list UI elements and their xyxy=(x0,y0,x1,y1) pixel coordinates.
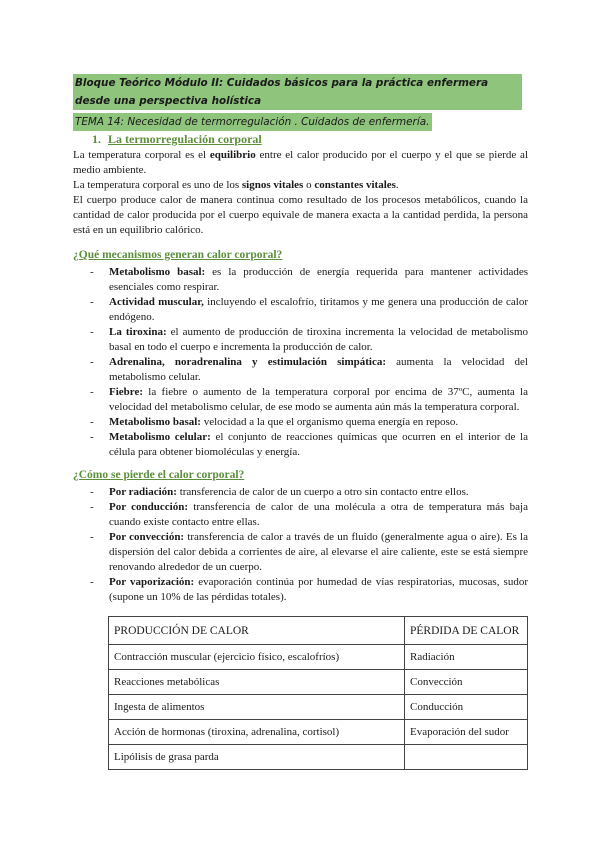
table-row xyxy=(109,720,528,745)
list-item-text: aumenta la velocidad del metabolismo celular. xyxy=(109,356,528,383)
paragraph-equilibrium: La temperatura corporal es el equilibrio entre el calor producido por el cuerpo y el que se pierde al medio ambiente. xyxy=(73,149,528,176)
list-item xyxy=(88,295,528,325)
list-item-term: Metabolismo basal: xyxy=(109,266,206,278)
heading-heat-generation: ¿Qué mecanismos generan calor corporal? xyxy=(73,249,283,261)
table-row xyxy=(109,745,528,770)
table-cell xyxy=(405,745,528,770)
heading-heat-loss: ¿Cómo se pierde el calor corporal? xyxy=(73,469,245,481)
list-item-term: La tiroxina: xyxy=(109,326,167,338)
table-cell: Evaporación del sudor xyxy=(405,720,528,745)
list-item-term: Actividad muscular, xyxy=(109,296,204,308)
block-title: Bloque Teórico Módulo II: Cuidados básicos para la práctica enfermera desde una perspectiva holística xyxy=(73,74,522,110)
section-heading xyxy=(92,132,262,147)
table-cell: Contracción muscular (ejercicio físico, escalofríos) xyxy=(109,645,405,670)
topic-title: TEMA 14: Necesidad de termorregulación . Cuidados de enfermería. xyxy=(73,113,432,131)
table-row xyxy=(109,645,528,670)
table-header-row xyxy=(109,617,528,645)
table-row xyxy=(109,695,528,720)
list-item-text: la fiebre o aumento de la temperatura corporal por encima de 37ºC, aumenta la velocidad del metabolismo celular, de ese modo se aumenta aún más la temperatura corporal. xyxy=(109,386,528,413)
paragraph-vital-signs: La temperatura corporal es uno de los signos vitales o constantes vitales. xyxy=(73,179,399,191)
list-item-text: el conjunto de reacciones químicas que ocurren en el interior de la célula para obtener biomoléculas y energía. xyxy=(109,431,528,458)
table-cell: Ingesta de alimentos xyxy=(109,695,405,720)
list-item-text: transferencia de calor a través de un fluido (generalmente agua o aire). Es la dispersión del calor debida a corrientes de aire, al elevarse el aire caliente, este se está siempre renovando alrededor de un cuerpo. xyxy=(109,531,528,573)
list-item-text: evaporación continúa por humedad de vías respiratorias, mucosas, sudor (supone un 10% de las pérdidas totales). xyxy=(109,576,529,603)
list-item xyxy=(88,355,528,385)
section-number: 1. xyxy=(92,132,101,146)
list-item xyxy=(88,265,528,295)
list-item-term: Adrenalina, noradrenalina y estimulación simpática: xyxy=(109,356,386,368)
list-item-term: Por convección: xyxy=(109,531,185,543)
heat-table xyxy=(108,616,528,770)
list-item xyxy=(88,575,528,605)
header-loss: PÉRDIDA DE CALOR xyxy=(405,617,528,645)
table-row xyxy=(109,670,528,695)
paragraph-heat-balance: El cuerpo produce calor de manera continua como resultado de los procesos metabólicos, cuando la cantidad de calor producida por el cuerpo equivale de manera exacta a la cantidad perdida, la persona está en un equilibrio calórico. xyxy=(73,194,528,236)
list-item-term: Metabolismo basal: xyxy=(109,416,201,428)
table-cell: Reacciones metabólicas xyxy=(109,670,405,695)
list-item-text: el aumento de producción de tiroxina incrementa la velocidad de metabolismo basal en todo el cuerpo e incrementa la producción de calor. xyxy=(109,326,528,353)
heat-generation-list xyxy=(88,265,528,460)
list-item xyxy=(88,430,528,460)
table-cell: Acción de hormonas (tiroxina, adrenalina, cortisol) xyxy=(109,720,405,745)
list-item-term: Por conducción: xyxy=(109,501,189,513)
list-item-text: velocidad a la que el organismo quema energía en reposo. xyxy=(200,416,459,428)
header-production: PRODUCCIÓN DE CALOR xyxy=(109,617,405,645)
table-cell: Convección xyxy=(405,670,528,695)
table-cell: Radiación xyxy=(405,645,528,670)
table-cell: Lipólisis de grasa parda xyxy=(109,745,405,770)
list-item-term: Fiebre: xyxy=(109,386,144,398)
list-item xyxy=(88,415,528,430)
list-item-text: transferencia de calor de una molécula a otra de temperatura más baja cuando existe contacto entre ellas. xyxy=(109,501,528,528)
list-item-text: es la producción de energía requerida para mantener actividades esenciales como respirar. xyxy=(109,266,528,293)
list-item-text: transferencia de calor de un cuerpo a otro sin contacto entre ellos. xyxy=(176,486,469,498)
heat-loss-list xyxy=(88,485,528,605)
list-item xyxy=(88,325,528,355)
list-item-text: incluyendo el escalofrío, tiritamos y me genera una producción de calor endógeno. xyxy=(109,296,529,323)
list-item xyxy=(88,530,528,575)
list-item xyxy=(88,485,528,500)
table-cell: Conducción xyxy=(405,695,528,720)
list-item-term: Por radiación: xyxy=(109,486,177,498)
list-item-term: Por vaporización: xyxy=(109,576,195,588)
section-title: La termorregulación corporal xyxy=(108,132,262,146)
list-item xyxy=(88,500,528,530)
list-item-term: Metabolismo celular: xyxy=(109,431,211,443)
list-item xyxy=(88,385,528,415)
